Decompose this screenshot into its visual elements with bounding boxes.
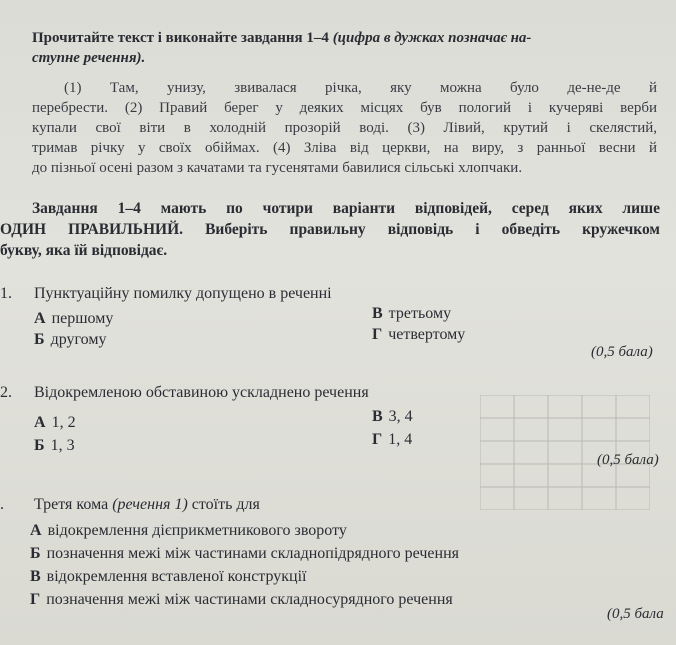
option-v[interactable] [30, 568, 307, 586]
passage-line: купали свої віти в холодній прозорій воді. (3) Лівий, крутий і скелястий, [32, 120, 657, 136]
option-text: 1, 4 [388, 431, 413, 448]
score-label: (0,5 бала [607, 606, 664, 622]
option-letter: Б [30, 545, 41, 562]
passage-line: тримав річку у своїх обіймах. (4) Зліва від церкви, на виру, з ранньої весни й [32, 140, 657, 156]
question-text: Відокремленою обставиною ускладнено речення [34, 384, 369, 401]
option-text: другому [50, 331, 107, 348]
option-g[interactable] [372, 326, 465, 344]
task-heading-italic-2: ступне речення). [32, 50, 146, 66]
passage-line: (1) Там, унизу, звивалася річка, яку можна було де-не-де й [64, 80, 657, 96]
option-text: відокремлення дієприкметникового звороту [47, 522, 347, 539]
instruction-line: ОДИН ПРАВИЛЬНИЙ. Виберіть правильну відповідь і обведіть кружечком [0, 221, 660, 238]
option-b[interactable] [30, 545, 459, 563]
question-number: 2. [0, 384, 12, 401]
option-text: першому [51, 310, 114, 327]
instruction-line: Завдання 1–4 мають по чотири варіанти відповідей, серед яких лише [32, 200, 660, 217]
option-v[interactable] [372, 408, 413, 426]
question-text-plain: Третя кома [34, 496, 113, 513]
option-letter: Б [34, 331, 45, 348]
task-heading-plain: Прочитайте текст і виконайте завдання 1–4 [32, 30, 333, 46]
option-text: позначення межі між частинами складнопідрядного речення [46, 545, 459, 562]
passage-line: перебрести. (2) Правий берег у деяких місцях був пологий і кучеряві верби [32, 100, 657, 116]
reading-passage [32, 78, 657, 178]
question-number: . [0, 496, 4, 513]
option-a[interactable] [30, 522, 347, 540]
question-text-italic: (речення 1) [112, 496, 188, 513]
option-letter: А [30, 522, 42, 539]
question-text: Пунктуаційну помилку допущено в реченні [34, 285, 332, 302]
option-b[interactable] [34, 331, 107, 349]
option-text: четвертому [388, 326, 466, 343]
option-letter: Г [372, 326, 383, 343]
option-g[interactable] [372, 431, 412, 449]
option-letter: А [34, 310, 46, 327]
option-text: 1, 2 [51, 414, 76, 431]
option-text: 3, 4 [388, 408, 413, 425]
option-letter: Б [34, 437, 45, 454]
option-text: відокремлення вставленої конструкції [46, 568, 307, 585]
option-v[interactable] [372, 305, 451, 323]
option-a[interactable] [34, 310, 113, 328]
option-letter: В [372, 305, 383, 322]
option-text: третьому [388, 305, 452, 322]
question-number: 1. [0, 285, 12, 302]
option-letter: В [372, 408, 383, 425]
option-letter: В [30, 568, 41, 585]
score-label: (0,5 бала) [591, 344, 653, 360]
instruction-line: букву, яка їй відповідає. [0, 242, 168, 259]
passage-line: до пізньої осені разом з качатами та гусенятами бавилися сільські хлопчаки. [32, 160, 523, 176]
option-text: 1, 3 [50, 437, 75, 454]
question-text [34, 496, 260, 514]
question-text-plain: стоїть для [187, 496, 260, 513]
option-letter: Г [30, 591, 41, 608]
score-label: (0,5 бала) [597, 452, 659, 468]
option-text: позначення межі між частинами складносурядного речення [46, 591, 453, 608]
option-b[interactable] [34, 437, 75, 455]
option-a[interactable] [34, 414, 76, 432]
option-letter: А [34, 414, 46, 431]
option-g[interactable] [30, 591, 453, 609]
instruction-block [0, 198, 660, 261]
task-heading-italic-1: (цифра в дужках позначає на- [332, 30, 532, 46]
task-heading [32, 28, 531, 68]
option-letter: Г [372, 431, 383, 448]
